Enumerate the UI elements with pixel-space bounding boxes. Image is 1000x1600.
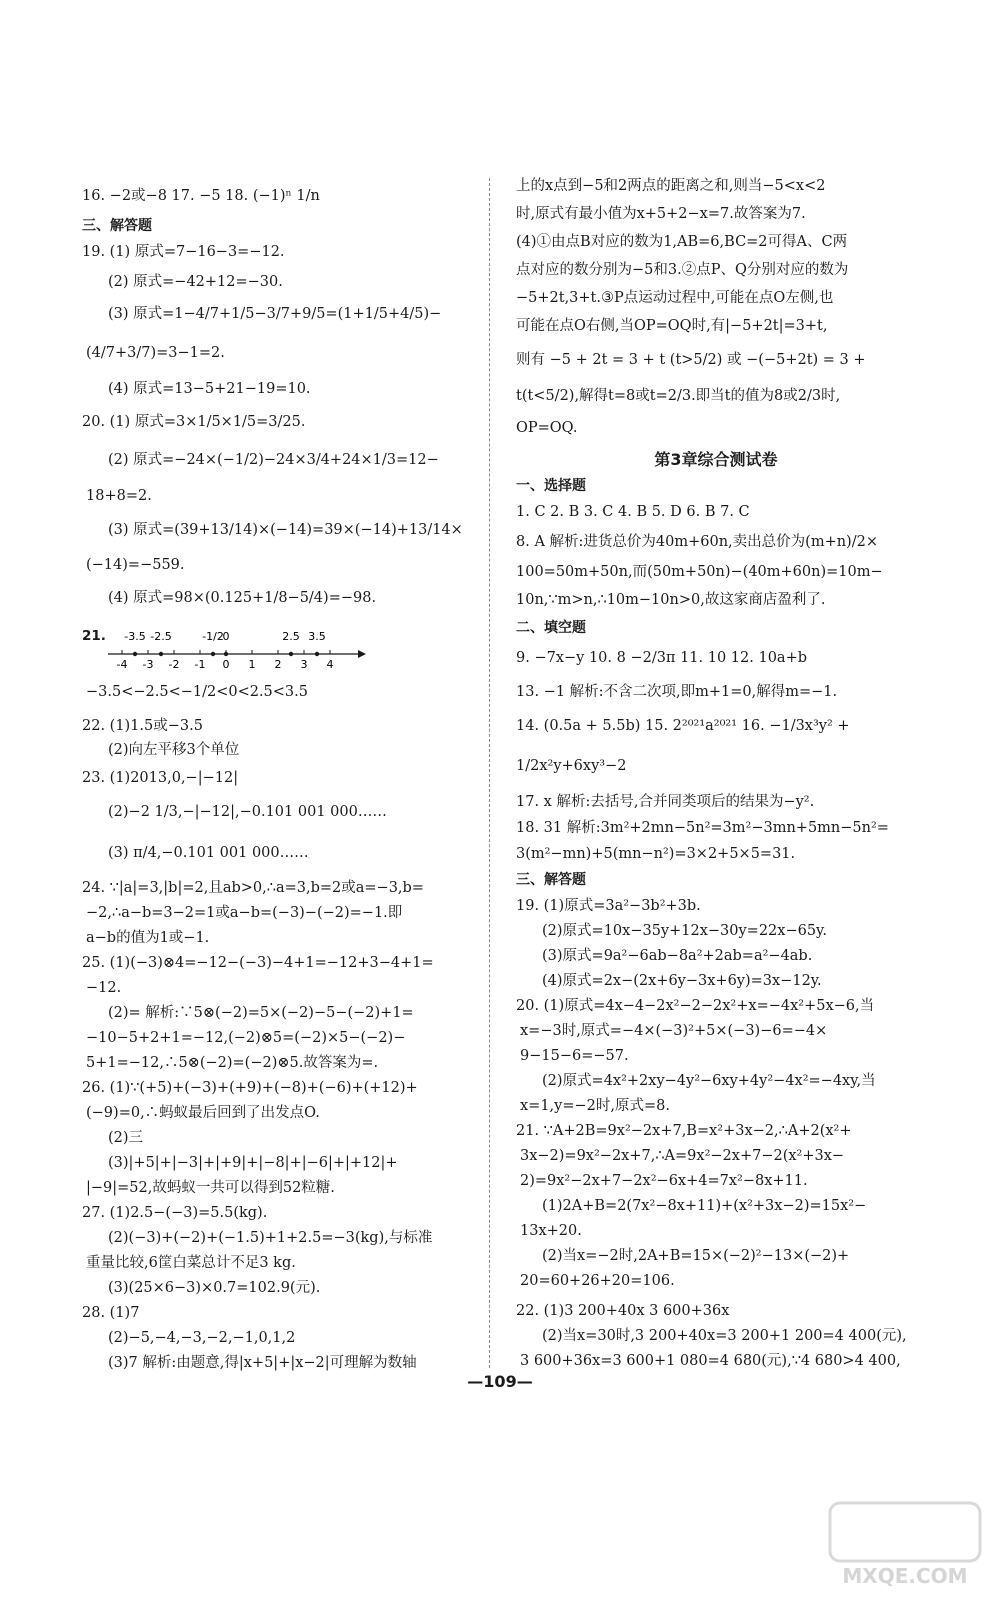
section-heading-2: 二、填空题	[516, 620, 586, 636]
answer-27-d: (3)(25×6−3)×0.7=102.9(元).	[108, 1280, 321, 1296]
number-line-tick-label: 4	[326, 658, 334, 671]
answer-20-1: 20. (1) 原式=3×1/5×1/5=3/25.	[82, 414, 306, 430]
choice-1-7: 1. C 2. B 3. C 4. B 5. D 6. B 7. C	[516, 504, 750, 520]
solve-21-a: 21. ∵A+2B=9x²−2x+7,B=x²+3x−2,∴A+2(x²+	[516, 1123, 852, 1139]
solve-22-a: 22. (1)3 200+40x 3 600+36x	[516, 1303, 730, 1319]
number-line	[108, 628, 408, 674]
choice-8b: 100=50m+50n,而(50m+50n)−(40m+60n)=10m−	[516, 564, 883, 580]
number-line-tick-label: 2	[274, 658, 282, 671]
answer-19-2: (2) 原式=−42+12=−30.	[108, 274, 283, 290]
solve-20-c: 9−15−6=−57.	[520, 1048, 629, 1064]
right-line-5: −5+2t,3+t.③P点运动过程中,可能在点O左侧,也	[516, 290, 834, 306]
number-line-point	[224, 652, 228, 656]
number-line-point-label: 3.5	[308, 630, 326, 643]
number-line-tick-label: 0	[222, 658, 230, 671]
solve-21-b: 3x−2)=9x²−2x+7,∴A=9x²−2x+7−2(x²+3x−	[520, 1148, 845, 1164]
answer-20-4: (4) 原式=98×(0.125+1/8−5/4)=−98.	[108, 590, 377, 606]
right-line-4: 点对应的数分别为−5和3.②点P、Q分别对应的数为	[516, 262, 849, 278]
solve-19-1: 19. (1)原式=3a²−3b²+3b.	[516, 898, 701, 914]
answer-26-a: 26. (1)∵(+5)+(−3)+(+9)+(−8)+(−6)+(+12)+	[82, 1080, 418, 1096]
answer-27-b: (2)(−3)+(−2)+(−1.5)+1+2.5=−3(kg),与标准	[108, 1230, 433, 1246]
solve-20-b: x=−3时,原式=−4×(−3)²+5×(−3)−6=−4×	[520, 1023, 828, 1039]
number-line-tick-label: -1	[194, 658, 206, 671]
number-line-point-label: -2.5	[150, 630, 172, 643]
answer-20-3b: (−14)=−559.	[86, 557, 185, 573]
number-line-point-label: -1/2	[202, 630, 224, 643]
answer-25-b: −12.	[86, 980, 122, 996]
answer-22-2: (2)向左平移3个单位	[108, 742, 240, 758]
number-line-point-label: -3.5	[124, 630, 146, 643]
answer-20-2b: 18+8=2.	[86, 488, 152, 504]
answer-24-c: a−b的值为1或−1.	[86, 930, 210, 946]
answer-25-c: (2)= 解析:∵5⊗(−2)=5×(−2)−5−(−2)+1=	[108, 1005, 414, 1021]
solve-21-f: (2)当x=−2时,2A+B=15×(−2)²−13×(−2)+	[542, 1248, 850, 1264]
solve-21-d: (1)2A+B=2(7x²−8x+11)+(x²+3x−2)=15x²−	[542, 1198, 867, 1214]
answer-26-c: (2)三	[108, 1130, 144, 1146]
solve-19-2: (2)原式=10x−35y+12x−30y=22x−65y.	[542, 923, 827, 939]
answer-23-3: (3) π/4,−0.101 001 000……	[108, 845, 309, 861]
fill-16b: 1/2x²y+6xy³−2	[516, 758, 627, 774]
watermark-text: MXQE.COM	[842, 1564, 968, 1588]
number-line-tick-label: -3	[142, 658, 154, 671]
choice-8c: 10n,∵m>n,∴10m−10n>0,故这家商店盈利了.	[516, 592, 826, 608]
answer-20-3a: (3) 原式=(39+13/14)×(−14)=39×(−14)+13/14×	[108, 522, 463, 538]
answer-19-1: 19. (1) 原式=7−16−3=−12.	[82, 244, 285, 260]
watermark-logo	[820, 1495, 990, 1595]
section-heading-1: 一、选择题	[516, 478, 586, 494]
answer-26-d: (3)|+5|+|−3|+|+9|+|−8|+|−6|+|+12|+	[108, 1155, 398, 1171]
right-line-1: 上的x点到−5和2两点的距离之和,则当−5<x<2	[516, 178, 826, 194]
number-line-point	[159, 652, 163, 656]
fill-17: 17. x 解析:去括号,合并同类项后的结果为−y².	[516, 794, 815, 810]
fill-18a: 18. 31 解析:3m²+2mn−5n²=3m²−3mn+5mn−5n²=	[516, 820, 889, 836]
number-line-point	[211, 652, 215, 656]
answer-25-d: −10−5+2+1=−12,(−2)⊗5=(−2)×5−(−2)−	[86, 1030, 406, 1046]
solve-19-4: (4)原式=2x−(2x+6y−3x+6y)=3x−12y.	[542, 973, 822, 989]
test-title: 第3章综合测试卷	[654, 450, 778, 469]
answer-26-b: (−9)=0,∴蚂蚁最后回到了出发点O.	[86, 1105, 320, 1121]
number-line-point	[289, 652, 293, 656]
answer-21-inequality: −3.5<−2.5<−1/2<0<2.5<3.5	[86, 684, 308, 700]
section-heading: 三、解答题	[82, 218, 152, 234]
right-line-2: 时,原式有最小值为x+5+2−x=7.故答案为7.	[516, 206, 806, 222]
answer-26-e: |−9|=52,故蚂蚁一共可以得到52粒糖.	[86, 1180, 335, 1196]
section-heading-3: 三、解答题	[516, 872, 586, 888]
number-line-tick-label: 3	[300, 658, 308, 671]
fill-18b: 3(m²−mn)+5(mn−n²)=3×2+5×5=31.	[516, 846, 796, 862]
number-line-point	[315, 652, 319, 656]
fill-9-12: 9. −7x−y 10. 8 −2/3π 11. 10 12. 10a+b	[516, 650, 807, 666]
solve-20-d: (2)原式=4x²+2xy−4y²−6xy+4y²−4x²=−4xy,当	[542, 1073, 876, 1089]
answer-23-1: 23. (1)2013,0,−|−12|	[82, 770, 239, 786]
answer-28-a: 28. (1)7	[82, 1305, 140, 1321]
right-line-9: OP=OQ.	[516, 420, 578, 436]
solve-19-3: (3)原式=9a²−6ab−8a²+2ab=a²−4ab.	[542, 948, 813, 964]
answer-19-4: (4) 原式=13−5+21−19=10.	[108, 381, 311, 397]
answer-28-c: (3)7 解析:由题意,得|x+5|+|x−2|可理解为数轴	[108, 1355, 417, 1371]
answer-25-a: 25. (1)(−3)⊗4=−12−(−3)−4+1=−12+3−4+1=	[82, 955, 434, 971]
column-divider	[489, 178, 490, 1368]
solve-21-e: 13x+20.	[520, 1223, 582, 1239]
right-line-8: t(t<5/2),解得t=8或t=2/3.即当t的值为8或2/3时,	[516, 388, 841, 404]
answer-16-18: 16. −2或−8 17. −5 18. (−1)ⁿ 1/n	[82, 188, 320, 204]
right-line-7: 则有 −5 + 2t = 3 + t (t>5/2) 或 −(−5+2t) = 3 +	[516, 352, 866, 368]
solve-21-c: 2)=9x²−2x+7−2x²−6x+4=7x²−8x+11.	[520, 1173, 808, 1189]
number-line-point-label: 2.5	[282, 630, 300, 643]
fill-13: 13. −1 解析:不含二次项,即m+1=0,解得m=−1.	[516, 684, 838, 700]
right-line-3: (4)①由点B对应的数为1,AB=6,BC=2可得A、C两	[516, 234, 848, 250]
number-line-point-label: 0	[222, 630, 230, 643]
answer-24-a: 24. ∵|a|=3,|b|=2,且ab>0,∴a=3,b=2或a=−3,b=	[82, 880, 424, 896]
number-line-tick-label: -2	[168, 658, 180, 671]
answer-27-c: 重量比较,6筐白菜总计不足3 kg.	[86, 1255, 296, 1271]
right-line-6: 可能在点O右侧,当OP=OQ时,有|−5+2t|=3+t,	[516, 318, 828, 334]
solve-20-a: 20. (1)原式=4x−4−2x²−2−2x²+x=−4x²+5x−6,当	[516, 998, 875, 1014]
answer-19-3b: (4/7+3/7)=3−1=2.	[86, 345, 225, 361]
number-line-tick-label: 1	[248, 658, 256, 671]
answer-28-b: (2)−5,−4,−3,−2,−1,0,1,2	[108, 1330, 296, 1346]
solve-22-b: (2)当x=30时,3 200+40x=3 200+1 200=4 400(元),	[542, 1328, 907, 1344]
answer-19-3a: (3) 原式=1−4/7+1/5−3/7+9/5=(1+1/5+4/5)−	[108, 306, 442, 322]
answer-22-1: 22. (1)1.5或−3.5	[82, 718, 203, 734]
answer-20-2a: (2) 原式=−24×(−1/2)−24×3/4+24×1/3=12−	[108, 452, 439, 468]
answer-23-2: (2)−2 1/3,−|−12|,−0.101 001 000……	[108, 804, 387, 820]
number-line-tick-label: -4	[116, 658, 128, 671]
answer-24-b: −2,∴a−b=3−2=1或a−b=(−3)−(−2)=−1.即	[86, 905, 403, 921]
page-number: —109—	[467, 1372, 533, 1391]
solve-21-g: 20=60+26+20=106.	[520, 1273, 675, 1289]
fill-14-16: 14. (0.5a + 5.5b) 15. 2²⁰²¹a²⁰²¹ 16. −1/3x³y² +	[516, 718, 850, 734]
solve-20-e: x=1,y=−2时,原式=8.	[520, 1098, 670, 1114]
number-line-point	[133, 652, 137, 656]
choice-8a: 8. A 解析:进货总价为40m+60n,卖出总价为(m+n)/2×	[516, 534, 878, 550]
answer-27-a: 27. (1)2.5−(−3)=5.5(kg).	[82, 1205, 268, 1221]
answer-25-e: 5+1=−12,∴5⊗(−2)=(−2)⊗5.故答案为=.	[86, 1055, 379, 1071]
solve-22-c: 3 600+36x=3 600+1 080=4 680(元),∵4 680>4 400,	[520, 1353, 901, 1369]
answer-21-label: 21.	[82, 628, 106, 644]
